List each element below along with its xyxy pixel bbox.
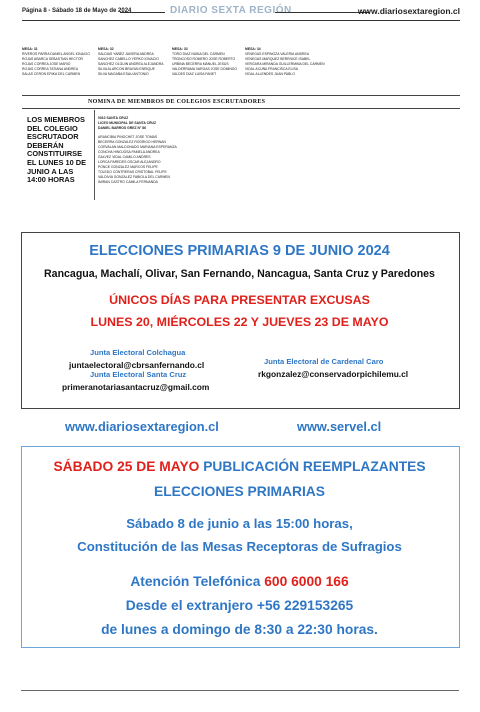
masthead-title: DIARIO SEXTA REGIÓN: [170, 5, 292, 16]
constitucion-text: Constitución de las Mesas Receptoras de Sufragios: [77, 539, 402, 554]
mesa-title: MESA: 32: [98, 47, 114, 51]
mesa-member: SALAS CERON ERIKA DEL CARMEN: [22, 72, 81, 76]
mesa-member: RIVEROS PARRA DANIEL ANGEL IGNACIO: [22, 52, 90, 56]
atencion-telefonica: [21, 574, 458, 589]
list-item: GALVEZ VIDAL CAMILO ANDRES: [98, 155, 151, 159]
mesa-member: SANCHEZ OLGUIN ANDREA ALEJANDRA: [98, 62, 164, 66]
mesa-member: TRONCOSO ROMERO JOSE ROBERTO: [172, 57, 236, 61]
mesa-member: ROJAS ABARCA SEBASTIAN HECTOR: [22, 57, 83, 61]
list-item: DANIEL BARROS GREZ N° 86: [98, 126, 147, 130]
section-divider: [22, 95, 460, 96]
list-item: CONCHA HINOJOSA PAMELA ANDREA: [98, 150, 160, 154]
mesa-member: VALDES DIAZ LUISA FANET: [172, 72, 217, 76]
section-divider: [22, 108, 460, 109]
junta-santa-cruz-email[interactable]: primeranotariasantacruz@gmail.com: [62, 382, 210, 392]
junta-colchagua-label: Junta Electoral Colchagua: [90, 348, 186, 357]
header-rule: [275, 12, 370, 13]
list-item: TOLEDO CONTRERAS CRISTOBAL FELIPE: [98, 170, 167, 174]
nomina-title: NOMINA DE MIEMBROS DE COLEGIOS ESCRUTADORES: [88, 99, 266, 105]
mesa-member: VALDERRAMA VARGAS JOSE DOMINGO: [172, 67, 238, 71]
excusas-title: ÚNICOS DÍAS PARA PRESENTAR EXCUSAS: [109, 293, 370, 307]
mesa-title: MESA: 33: [172, 47, 188, 51]
header-rule: [120, 12, 165, 13]
mesa-member: SILVA MAGAÑA ESAU ANTONIO: [98, 72, 149, 76]
extranjero-phone: Desde el extranjero +56 229153265: [125, 598, 354, 613]
footer-divider: [21, 690, 459, 691]
mesa-column: [98, 47, 168, 77]
header-divider: [22, 20, 460, 21]
notice-title: ELECCIONES PRIMARIAS 9 DE JUNIO 2024: [89, 243, 390, 259]
column-separator: [94, 110, 95, 200]
mesa-member: VIDAL ACUÑA FRANCISCA ELISA: [245, 67, 299, 71]
reemplazantes-label: PUBLICACIÓN REEMPLAZANTES: [203, 459, 426, 474]
mesa-member: VENEGAS ESPINOZA VALERIA ANDREA: [245, 52, 310, 56]
mesa-title: MESA: 31: [22, 47, 38, 51]
junta-cardenal-caro-label: Junta Electoral de Cardenal Caro: [264, 357, 384, 366]
diario-website-link[interactable]: www.diariosextaregion.cl: [65, 419, 219, 434]
mesa-member: TORO DIAZ NUBIA DEL CARMEN: [172, 52, 225, 56]
mesa-member: ROJAS CORREA JOSE MARIO: [22, 62, 71, 66]
junta-cardenal-caro-email[interactable]: rkgonzalez@conservadorpichilemu.cl: [258, 369, 409, 379]
header-website: www.diariosextaregion.cl: [357, 6, 460, 16]
mesa-column: [245, 47, 325, 77]
list-item: VALDIVIA GONZALEZ FABIOLA DEL CARMEN: [98, 175, 170, 179]
junta-colchagua-email[interactable]: juntaelectoral@cbrsanfernando.cl: [69, 360, 205, 370]
escrutadores-list: [98, 116, 198, 185]
list-item: BECERRA GONZALEZ RODRIGO HERNAN: [98, 140, 166, 144]
list-item: LICEO MUNICIPAL DE SANTA CRUZ: [98, 121, 157, 125]
atencion-phone[interactable]: 600 6000 166: [264, 574, 349, 589]
list-item: LORCA PAREDES OSCAR ALEJANDRO: [98, 160, 161, 164]
atencion-label: Atención Telefónica: [130, 574, 261, 589]
list-item: IMIRAN CASTRO CAMILA FERNANDA: [98, 180, 158, 184]
mesa-column: [172, 47, 242, 77]
horario-atencion: de lunes a domingo de 8:30 a 22:30 horas.: [101, 622, 378, 637]
mesa-column: [22, 47, 92, 77]
elecciones-primarias-heading: ELECCIONES PRIMARIAS: [154, 484, 325, 499]
list-item: 0010 SANTA CRUZ: [98, 116, 129, 120]
list-item: ARANCIBIA PINOCHET JOSE TOMAS: [98, 135, 158, 139]
list-item: PONCE GONZALEZ MARCOS FELIPE: [98, 165, 158, 169]
mesa-member: SALDIAS YAÑEZ JAVIERA ANDREA: [98, 52, 154, 56]
junta-santa-cruz-label: Junta Electoral Santa Cruz: [90, 370, 187, 379]
members-instructions: LOS MIEMBROS DEL COLEGIO ESCRUTADOR DEBERÁN CONSTITUIRSE EL LUNES 10 DE JUNIO A LAS 14:00 HORAS: [27, 115, 87, 185]
mesa-member: VIDAL ALLENDES JUAN PABLO: [245, 72, 295, 76]
mesa-title: MESA: 34: [245, 47, 261, 51]
reemplazantes-date: SÁBADO 25 DE MAYO: [53, 459, 200, 474]
mesa-member: SILVA ALARCON BRAYAN ENRIQUE: [98, 67, 155, 71]
constitucion-time: Sábado 8 de junio a las 15:00 horas,: [126, 516, 353, 531]
notice-communes: Rancagua, Machalí, Olivar, San Fernando, Nancagua, Santa Cruz y Paredones: [44, 268, 435, 280]
excusas-days: LUNES 20, MIÉRCOLES 22 Y JUEVES 23 DE MAYO: [90, 315, 389, 329]
mesa-member: URBINA BECERRA MANUEL JESUS: [172, 62, 229, 66]
servel-website-link[interactable]: www.servel.cl: [297, 419, 382, 434]
list-item: CORVALAN MALDONADO MARIANA ESPERANZA: [98, 145, 177, 149]
mesa-member: VERGARA MIRANDA GUILLERMINA DEL CARMEN: [245, 62, 325, 66]
mesa-member: VENEGAS MARQUEZ BERENICE ISABEL: [245, 57, 311, 61]
page-date: Página 8 - Sábado 18 de Mayo de 2024: [22, 8, 132, 14]
mesa-member: ROJAS CORREA TATIANA ANDREA: [22, 67, 78, 71]
reemplazantes-heading: [21, 459, 458, 474]
mesa-member: SANCHEZ CABELLO YERKO IGNACIO: [98, 57, 159, 61]
